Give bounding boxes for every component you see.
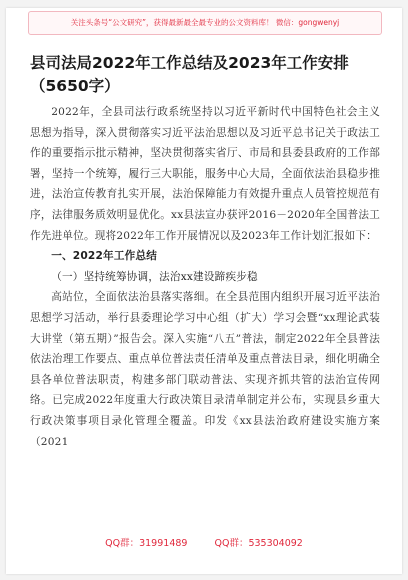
document-body	[30, 102, 380, 452]
promo-banner: 关注头条号“公文研究”，获得最新最全最专业的公文资料库！ 微信：gongwenyj	[28, 11, 382, 35]
intro-paragraph: 2022年，全县司法行政系统坚持以习近平新时代中国特色社会主义思想为指导，深入贯彻落实习近平法治思想以及习近平总书记关于政法工作的重要指示批示精神，坚决贯彻落实省厅、市局和县委县政府的工作部署，坚持一个统筹，履行三大职能，服务中心大局，全面依法治县稳步推进，法治宣传教育扎实开展，法治保障能力有效提升重点人员管控规范有序，法律服务质效明显优化。xx县法宣办获评2016－2020年全国普法工作先进单位。现将2022年工作开展情况以及2023年工作计划汇报如下：	[30, 106, 380, 242]
document-title: 县司法局2022年工作总结及2023年工作安排（5650字）	[30, 54, 349, 95]
section-heading: 一、2022年工作总结	[51, 250, 158, 263]
subsection-heading: （一）坚持统筹协调，法治xx建设蹄疾步稳	[51, 270, 258, 283]
qq-group-1: QQ群：31991489	[105, 538, 188, 549]
document-page	[6, 8, 402, 574]
qq-group-2: QQ群：535304092	[214, 538, 303, 549]
contact-footer	[6, 535, 402, 549]
body-paragraph: 高站位，全面依法治县落实落细。在全县范围内组织开展习近平法治思想学习活动，举行县委理论学习中心组（扩大）学习会暨“xx理论武装大讲堂（第五期）”报告会。深入实施“八五”普法，制定2022年全县普法依法治理工作要点、重点单位普法责任清单及重点普法目录，细化明确全县各单位普法职责，构建多部门联动普法、实现齐抓共管的法治宣传网络。已完成2022年度重大行政决策目录清单制定并公布，实现县乡重大行政决策事项目录化管理全覆盖。印发《xx县法治政府建设实施方案（2021	[30, 291, 380, 448]
